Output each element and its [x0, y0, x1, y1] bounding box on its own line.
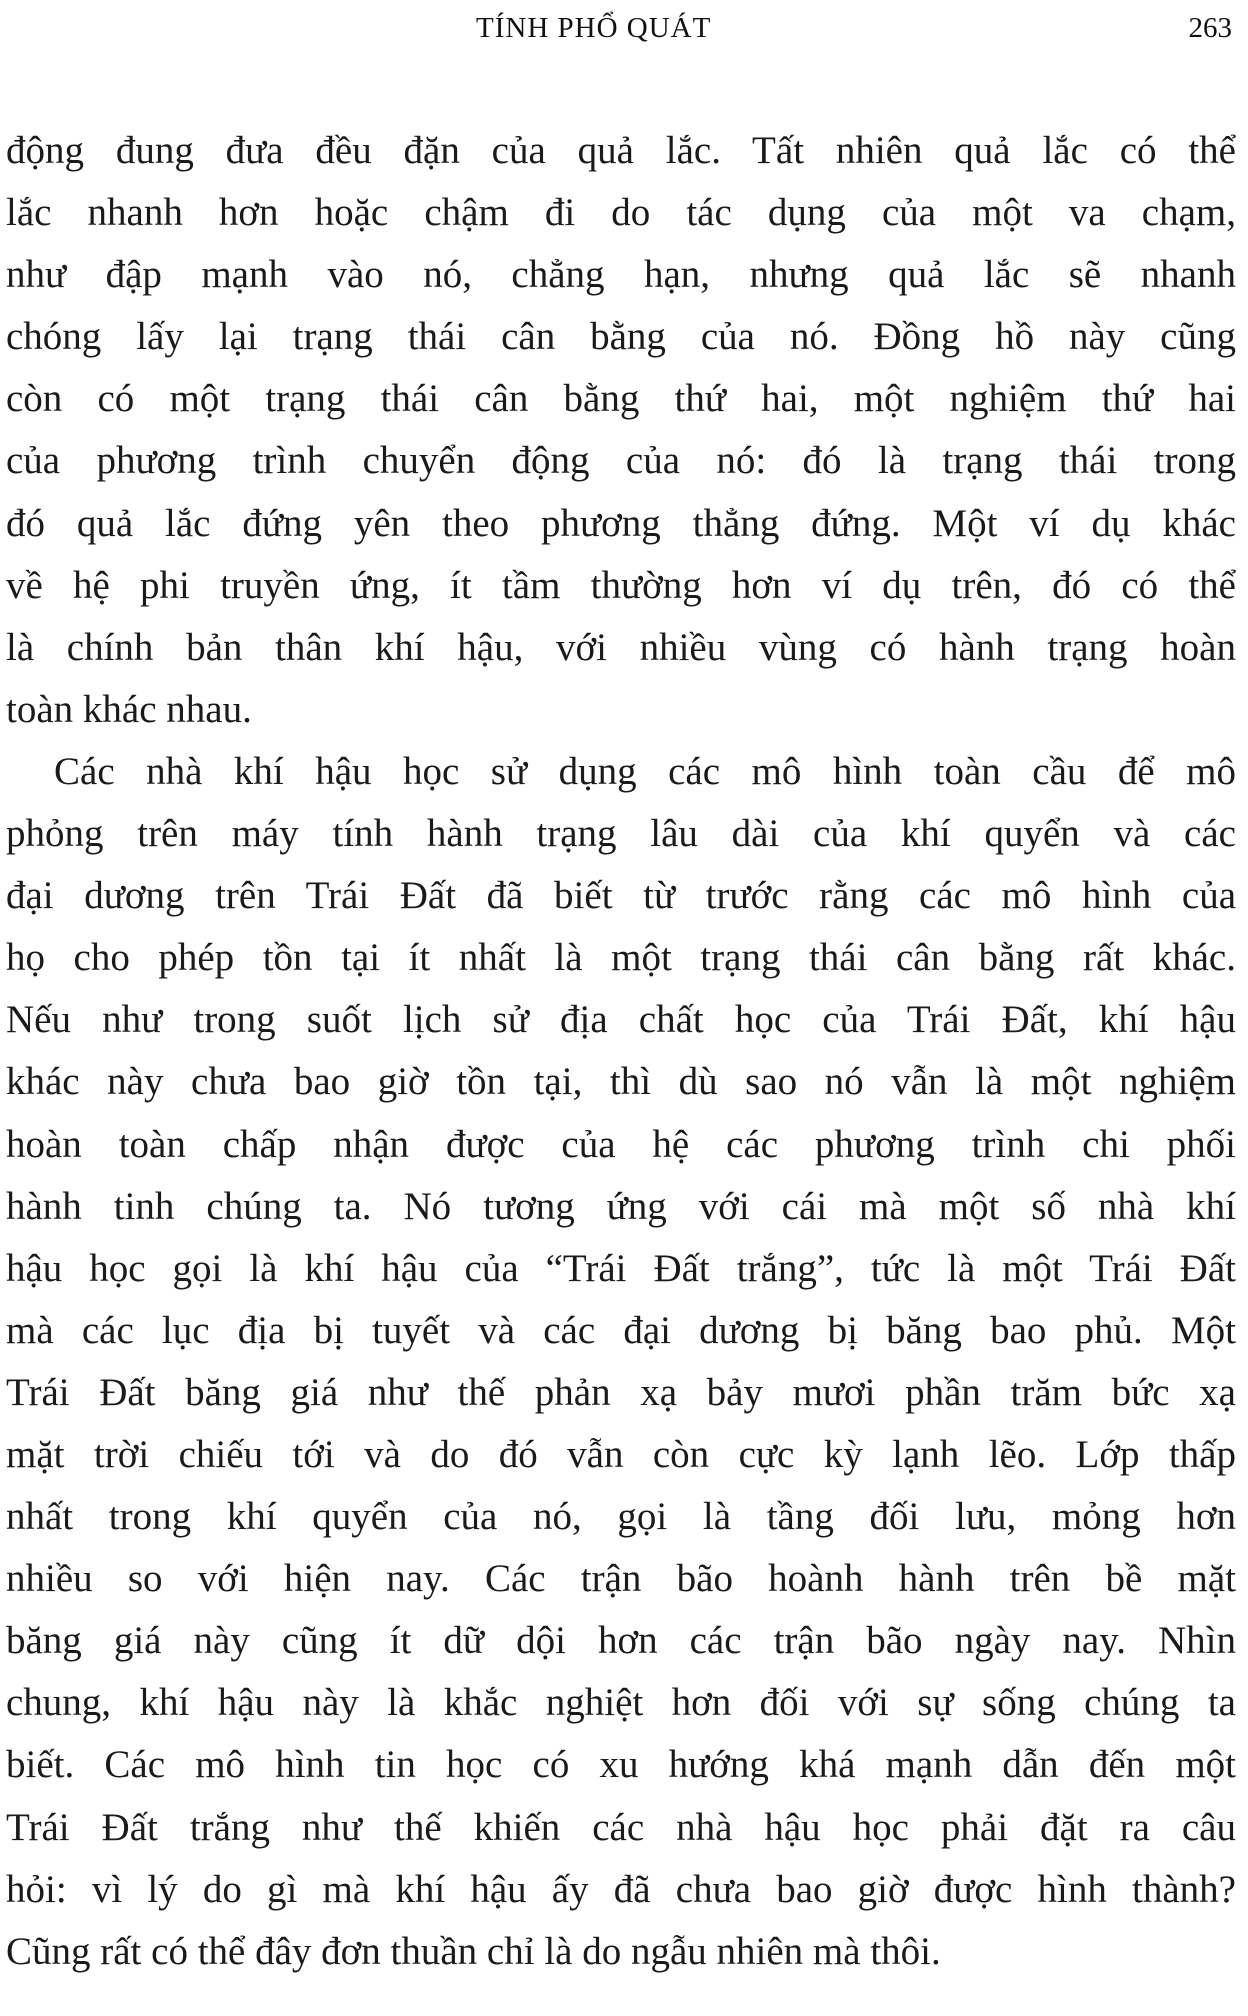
text-line: mặt trời chiếu tới và do đó vẫn còn cực kỳ lạnh lẽo. Lớp thấp: [6, 1432, 1236, 1476]
text-line: hỏi: vì lý do gì mà khí hậu ấy đã chưa bao giờ được hình thành?: [6, 1867, 1236, 1911]
text-line: Nếu như trong suốt lịch sử địa chất học của Trái Đất, khí hậu: [6, 998, 1236, 1042]
text-line: hậu học gọi là khí hậu của “Trái Đất trắng”, tức là một Trái Đất: [6, 1246, 1236, 1290]
text-line: Trái Đất băng giá như thế phản xạ bảy mươi phần trăm bức xạ: [6, 1370, 1236, 1414]
text-line: phỏng trên máy tính hành trạng lâu dài của khí quyển và các: [6, 812, 1236, 856]
text-line: khác này chưa bao giờ tồn tại, thì dù sao nó vẫn là một nghiệm: [6, 1060, 1236, 1104]
paragraph: [6, 120, 1236, 741]
text-line: nhất trong khí quyển của nó, gọi là tầng đối lưu, mỏng hơn: [6, 1495, 1236, 1539]
text-line: họ cho phép tồn tại ít nhất là một trạng thái cân bằng rất khác.: [6, 936, 1236, 980]
text-line: lắc nhanh hơn hoặc chậm đi do tác dụng của một va chạm,: [6, 191, 1236, 235]
text-line: băng giá này cũng ít dữ dội hơn các trận bão ngày nay. Nhìn: [6, 1619, 1236, 1663]
text-line: mà các lục địa bị tuyết và các đại dương bị băng bao phủ. Một: [6, 1308, 1236, 1352]
text-line: của phương trình chuyển động của nó: đó là trạng thái trong: [6, 439, 1236, 483]
text-line: còn có một trạng thái cân bằng thứ hai, một nghiệm thứ hai: [6, 377, 1236, 421]
text-line: Các nhà khí hậu học sử dụng các mô hình toàn cầu để mô: [54, 749, 1236, 793]
text-line: hành tinh chúng ta. Nó tương ứng với cái mà một số nhà khí: [6, 1184, 1236, 1228]
text-line: nhiều so với hiện nay. Các trận bão hoành hành trên bề mặt: [6, 1557, 1236, 1601]
running-header: [0, 6, 1248, 50]
text-line: toàn khác nhau.: [6, 687, 252, 731]
text-line: Cũng rất có thể đây đơn thuần chỉ là do ngẫu nhiên mà thôi.: [6, 1929, 941, 1973]
text-line: chung, khí hậu này là khắc nghiệt hơn đối với sự sống chúng ta: [6, 1681, 1236, 1725]
text-line: biết. Các mô hình tin học có xu hướng khá mạnh dẫn đến một: [6, 1743, 1236, 1787]
text-line: là chính bản thân khí hậu, với nhiều vùng có hành trạng hoàn: [6, 625, 1236, 669]
running-title: TÍNH PHỔ QUÁT: [476, 12, 712, 44]
text-line: hoàn toàn chấp nhận được của hệ các phương trình chi phối: [6, 1122, 1236, 1166]
body-text: [6, 120, 1236, 1983]
page-number: 263: [1188, 12, 1232, 44]
paragraph: [6, 741, 1236, 1983]
text-line: như đập mạnh vào nó, chẳng hạn, nhưng quả lắc sẽ nhanh: [6, 253, 1236, 297]
text-line: về hệ phi truyền ứng, ít tầm thường hơn ví dụ trên, đó có thể: [6, 563, 1236, 607]
text-line: Trái Đất trắng như thế khiến các nhà hậu học phải đặt ra câu: [6, 1805, 1236, 1849]
text-line: đó quả lắc đứng yên theo phương thẳng đứng. Một ví dụ khác: [6, 501, 1236, 545]
text-line: chóng lấy lại trạng thái cân bằng của nó. Đồng hồ này cũng: [6, 315, 1236, 359]
text-line: đại dương trên Trái Đất đã biết từ trước rằng các mô hình của: [6, 874, 1236, 918]
text-line: động đung đưa đều đặn của quả lắc. Tất nhiên quả lắc có thể: [6, 129, 1236, 172]
